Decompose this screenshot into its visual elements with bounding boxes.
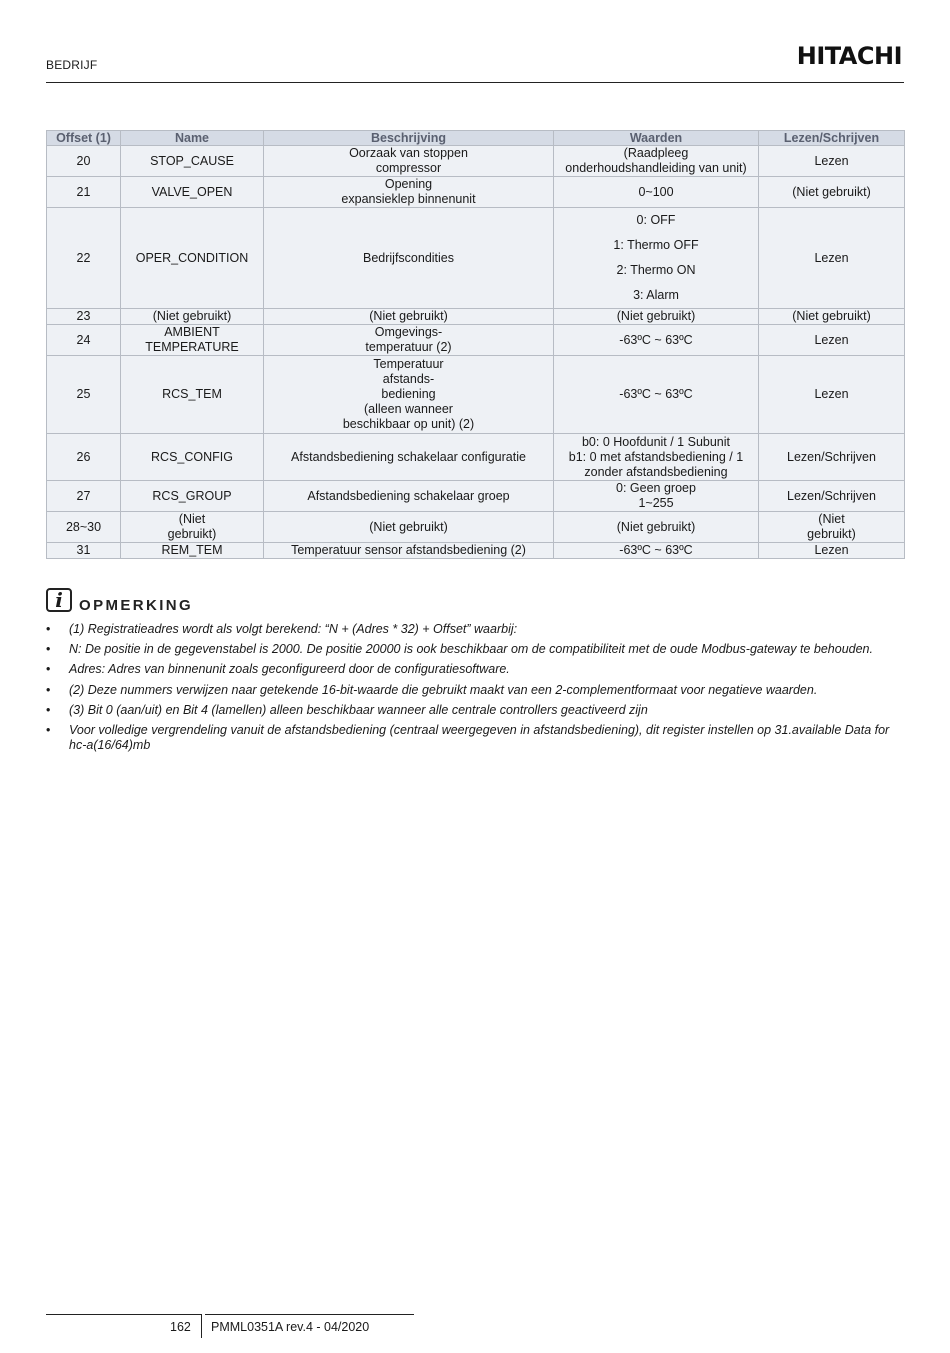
cell-values <box>554 481 759 512</box>
cell-description <box>264 325 554 356</box>
register-table <box>46 130 905 559</box>
cell-description <box>264 146 554 177</box>
bullet-icon: • <box>46 622 51 636</box>
note-section <box>46 588 906 758</box>
cell-name: STOP_CAUSE <box>121 146 264 177</box>
text-line: b1: 0 met afstandsbediening / 1 <box>568 449 744 464</box>
text-line: compressor <box>375 161 442 175</box>
cell-description: Afstandsbediening schakelaar configuratie <box>264 434 554 481</box>
brand-logo: HITACHI <box>796 42 902 70</box>
cell-values: -63ºC ~ 63ºC <box>554 543 759 559</box>
cell-name: REM_TEM <box>121 543 264 559</box>
page-number: 162 <box>170 1320 191 1334</box>
text-line: temperatuur (2) <box>365 340 452 354</box>
header-divider <box>46 82 904 83</box>
text-line: afstands- <box>382 372 435 386</box>
note-title: OPMERKING <box>79 597 194 614</box>
cell-read-write: Lezen <box>759 543 905 559</box>
cell-values <box>554 208 759 309</box>
cell-name: AMBIENT TEMPERATURE <box>121 325 264 356</box>
text-line: zonder afstandsbediening <box>584 464 728 479</box>
table-row <box>47 309 905 325</box>
table-row <box>47 434 905 481</box>
note-text: N: De positie in de gegevenstabel is 2000. De positie 20000 is ook beschikbaar om de compatibiliteit met de oude Modbus-gateway te behouden. <box>69 642 873 657</box>
bullet-icon: • <box>46 682 51 697</box>
text-line: expansieklep binnenunit <box>341 192 476 206</box>
note-text: (2) Deze nummers verwijzen naar getekende 16-bit-waarde die gebruikt maakt van een 2-complementformaat voor negatieve waarden. <box>69 682 818 697</box>
text-line: (alleen wanneer <box>364 402 453 416</box>
cell-description: (Niet gebruikt) <box>264 309 554 325</box>
note-item <box>46 723 906 753</box>
cell-offset: 20 <box>47 146 121 177</box>
text-line: Omgevings- <box>374 325 443 339</box>
text-line: bediening <box>381 387 436 401</box>
cell-values: (Niet gebruikt) <box>554 512 759 543</box>
note-item <box>46 683 906 698</box>
cell-offset: 28~30 <box>47 512 121 543</box>
column-header-read-write: Lezen/Schrijven <box>759 131 905 146</box>
text-line: Temperatuur <box>373 357 444 371</box>
cell-description: Temperatuur sensor afstandsbediening (2) <box>264 543 554 559</box>
cell-description: Afstandsbediening schakelaar groep <box>264 481 554 512</box>
text-line: 0: OFF <box>636 213 676 227</box>
cell-read-write <box>759 512 905 543</box>
column-header-values: Waarden <box>554 131 759 146</box>
cell-description <box>264 356 554 434</box>
cell-read-write: Lezen/Schrijven <box>759 481 905 512</box>
text-line: onderhoudshandleiding van unit) <box>565 161 747 175</box>
note-item <box>46 642 906 657</box>
cell-read-write: Lezen <box>759 146 905 177</box>
table-row <box>47 146 905 177</box>
text-line: 2: Thermo ON <box>616 263 696 277</box>
text-line: 3: Alarm <box>633 288 679 302</box>
cell-values: 0~100 <box>554 177 759 208</box>
cell-offset: 27 <box>47 481 121 512</box>
note-item <box>46 662 906 677</box>
cell-offset: 23 <box>47 309 121 325</box>
cell-values <box>554 146 759 177</box>
document-reference: PMML0351A rev.4 - 04/2020 <box>211 1320 370 1334</box>
note-text: (1) Registratieadres wordt als volgt berekend: “N + (Adres * 32) + Offset” waarbij: <box>69 622 518 636</box>
text-line: gebruikt) <box>807 527 856 541</box>
cell-offset: 21 <box>47 177 121 208</box>
footer-divider-right <box>205 1314 414 1315</box>
cell-offset: 24 <box>47 325 121 356</box>
cell-read-write: Lezen/Schrijven <box>759 434 905 481</box>
text-line: (Raadpleeg <box>623 146 689 160</box>
cell-values <box>554 434 759 481</box>
note-item <box>46 703 906 718</box>
text-line: Oorzaak van stoppen <box>349 146 468 160</box>
column-header-description: Beschrijving <box>264 131 554 146</box>
note-text: Adres: Adres van binnenunit zoals geconfigureerd door de configuratiesoftware. <box>69 662 510 677</box>
cell-name: (Niet gebruikt) <box>121 512 264 543</box>
bullet-icon: • <box>46 702 51 717</box>
text-line: beschikbaar op unit) (2) <box>342 417 475 431</box>
table-row <box>47 325 905 356</box>
cell-offset: 26 <box>47 434 121 481</box>
note-text: Voor volledige vergrendeling vanuit de afstandsbediening (centraal weergegeven in afstandsbediening), dit register instellen op 31.available Data for hc-a(16/64)mb <box>69 722 890 752</box>
cell-values: -63ºC ~ 63ºC <box>554 325 759 356</box>
text-line: Opening <box>384 177 433 191</box>
cell-description: (Niet gebruikt) <box>264 512 554 543</box>
footer-separator <box>201 1314 202 1338</box>
footer-divider-left <box>46 1314 201 1315</box>
cell-name: RCS_GROUP <box>121 481 264 512</box>
table-row <box>47 481 905 512</box>
note-text: (3) Bit 0 (aan/uit) en Bit 4 (lamellen) alleen beschikbaar wanneer alle centrale controllers geactiveerd zijn <box>69 702 648 717</box>
cell-description <box>264 177 554 208</box>
cell-read-write: Lezen <box>759 356 905 434</box>
cell-values: (Niet gebruikt) <box>554 309 759 325</box>
text-line: b0: 0 Hoofdunit / 1 Subunit <box>581 434 731 449</box>
note-list <box>46 622 906 753</box>
cell-name: (Niet gebruikt) <box>121 309 264 325</box>
note-item <box>46 622 906 637</box>
table-row <box>47 177 905 208</box>
text-line: (Niet <box>818 512 845 526</box>
bullet-icon: • <box>46 642 51 657</box>
cell-name: RCS_CONFIG <box>121 434 264 481</box>
table-row <box>47 512 905 543</box>
info-icon: i <box>46 588 72 612</box>
column-header-name: Name <box>121 131 264 146</box>
text-line: 0: Geen groep <box>616 481 696 495</box>
cell-read-write: Lezen <box>759 208 905 309</box>
cell-read-write: (Niet gebruikt) <box>759 177 905 208</box>
table-row <box>47 208 905 309</box>
cell-offset: 31 <box>47 543 121 559</box>
cell-read-write: Lezen <box>759 325 905 356</box>
table-row <box>47 356 905 434</box>
cell-values: -63ºC ~ 63ºC <box>554 356 759 434</box>
note-header <box>46 588 906 612</box>
bullet-icon: • <box>46 722 51 737</box>
bullet-icon: • <box>46 662 51 677</box>
section-title: BEDRIJF <box>46 58 98 72</box>
text-line: 1~255 <box>638 496 674 510</box>
cell-offset: 22 <box>47 208 121 309</box>
cell-description: Bedrijfscondities <box>264 208 554 309</box>
column-header-offset: Offset (1) <box>47 131 121 146</box>
cell-name: OPER_CONDITION <box>121 208 264 309</box>
cell-name: RCS_TEM <box>121 356 264 434</box>
cell-read-write: (Niet gebruikt) <box>759 309 905 325</box>
text-line: 1: Thermo OFF <box>613 238 699 252</box>
table-header-row <box>47 131 905 146</box>
cell-offset: 25 <box>47 356 121 434</box>
table-row <box>47 543 905 559</box>
cell-name: VALVE_OPEN <box>121 177 264 208</box>
